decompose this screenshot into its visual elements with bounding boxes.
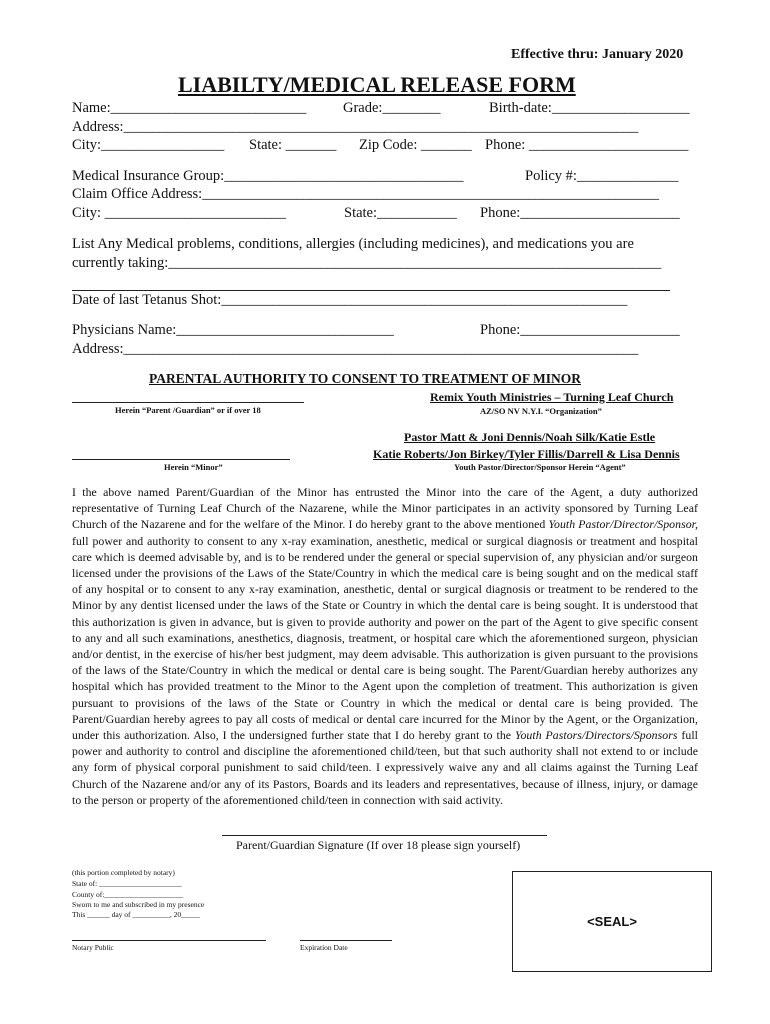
paragraph-italic-2: Youth Pastors/Directors/Sponsors: [514, 728, 678, 743]
paragraph-part-3: full power and authority to control and discipline the aforementioned child/teen, but that such authority shall not extend to or include any form of physical corporal punishment to said child/teen. I expressively waive any and all claims against the Turning Leaf Church of the Nazarene and/or any of its Pastors, Boards and its leaders and representatives, because of illness, injury, or damage to the person or property of the aforementioned child/teen in connection with said activity.: [72, 728, 698, 807]
pastors-line-2: Katie Roberts/Jon Birkey/Tyler Fillis/Darrell & Lisa Dennis: [373, 447, 680, 461]
pastors-line-1: Pastor Matt & Joni Dennis/Noah Silk/Katie Estle: [404, 430, 656, 444]
tetanus-field[interactable]: Date of last Tetanus Shot:________________________________________________________: [72, 292, 628, 308]
notary-date[interactable]: This ______ day of __________, 20_____: [72, 910, 200, 919]
medical-problems-field[interactable]: currently taking:____________________________________________________________________: [72, 255, 662, 271]
grade-field[interactable]: Grade:________: [343, 100, 441, 116]
parent-label: Herein “Parent /Guardian” or if over 18: [115, 405, 261, 415]
address-field[interactable]: Address:_______________________________________________________________________: [72, 119, 639, 135]
physician-phone-field[interactable]: Phone:______________________: [480, 322, 680, 338]
insurance-field[interactable]: Medical Insurance Group:_________________________________: [72, 168, 464, 184]
org-label: AZ/SO NV N.Y.I. “Organization”: [480, 406, 602, 416]
claim-address-field[interactable]: Claim Office Address:_______________________________________________________________: [72, 186, 659, 202]
authorization-paragraph: [72, 484, 698, 808]
notary-county[interactable]: County of:_____________________: [72, 890, 184, 899]
notary-sworn: Sworn to me and subscribed in my presence: [72, 900, 205, 909]
claim-phone-field[interactable]: Phone:______________________: [480, 205, 680, 221]
parent-signature-line[interactable]: [72, 402, 304, 403]
policy-field[interactable]: Policy #:______________: [525, 168, 679, 184]
name-field[interactable]: Name:___________________________: [72, 100, 307, 116]
guardian-signature-label: Parent/Guardian Signature (If over 18 please sign yourself): [236, 838, 521, 852]
state-field[interactable]: State: _______: [249, 137, 337, 153]
zip-field[interactable]: Zip Code: _______: [359, 137, 472, 153]
paragraph-part-2: full power and authority to consent to any x-ray examination, anesthetic, medical or surgical diagnosis or treatment and hospital care which is deemed advisable by, and is to be rendered under the general or special supervision of, any physician and/or surgeon licensed under the provisions of the Laws of the State/Country in which the medical care is being sought and on the medical staff of any hospital or to consent to any x-ray examination, anesthetic, dental or surgical diagnosis or treatment to be rendered to the Minor by any dentist licensed under the laws of the State or Country in which the dental care is being sought. It is understood that this authorization is given in advance, but is given to provide authority and power on the part of the Agent to give specific consent to any and all such examinations, anesthetics, diagnosis, treatment, or hospital care which the aforementioned surgeon, physician and/or dentist, in the exercise of his/her best judgment, may deem advisable. This authorization is given pursuant to the provisions of the laws of the State/Country in which the medical or dental care is being sought. The Parent/Guardian hereby authorizes any hospital which has provided treatment to the Minor to the Agent upon the completion of treatment. This authorization is given pursuant to provisions of the laws of the State or Country in which the medical or dental care is being provided. The Parent/Guardian hereby agrees to pay all costs of medical or dental care incurred for the Minor by the Agent, or the Organization, under this authorization. Also, I the undersigned further state that I do hereby grant to the: [72, 533, 698, 743]
guardian-signature-line[interactable]: [222, 835, 547, 836]
consent-heading: PARENTAL AUTHORITY TO CONSENT TO TREATMENT OF MINOR: [149, 371, 581, 386]
minor-signature-line[interactable]: [72, 459, 290, 460]
org-name: Remix Youth Ministries – Turning Leaf Church: [430, 390, 674, 404]
physician-address-field[interactable]: Address:_______________________________________________________________________: [72, 341, 639, 357]
seal-box: [512, 871, 712, 972]
notary-signature-line[interactable]: [72, 940, 266, 941]
minor-label: Herein “Minor”: [164, 462, 223, 472]
birthdate-field[interactable]: Birth-date:___________________: [489, 100, 690, 116]
agent-label: Youth Pastor/Director/Sponsor Herein “Agent”: [454, 462, 626, 472]
form-title: LIABILTY/MEDICAL RELEASE FORM: [178, 72, 576, 97]
physician-name-field[interactable]: Physicians Name:______________________________: [72, 322, 394, 338]
expiration-line[interactable]: [300, 940, 392, 941]
medical-problems-label: List Any Medical problems, conditions, allergies (including medicines), and medications you are: [72, 236, 634, 252]
paragraph-italic-1: Youth Pastor/Director/Sponsor,: [548, 517, 699, 532]
notary-note: (this portion completed by notary): [72, 868, 175, 877]
notary-state[interactable]: State of: ______________________: [72, 879, 182, 888]
medical-problems-line[interactable]: [72, 290, 670, 291]
effective-date: Effective thru: January 2020: [511, 47, 684, 62]
claim-state-field[interactable]: State:___________: [344, 205, 457, 221]
claim-city-field[interactable]: City: _________________________: [72, 205, 286, 221]
seal-label: <SEAL>: [587, 914, 637, 929]
expiration-label: Expiration Date: [300, 943, 348, 952]
paragraph-part-1: I the above named Parent/Guardian of the Minor has entrusted the Minor into the care of the Agent, a duty authorized representative of Turning Leaf Church of the Nazarene, while the Minor participates in an activity sponsored by Turning Leaf Church of the Nazarene and for the welfare of the Minor. I do hereby grant to the above mentioned: [72, 485, 698, 532]
phone-field[interactable]: Phone: ______________________: [485, 137, 689, 153]
city-field[interactable]: City:_________________: [72, 137, 225, 153]
notary-public-label: Notary Public: [72, 943, 114, 952]
